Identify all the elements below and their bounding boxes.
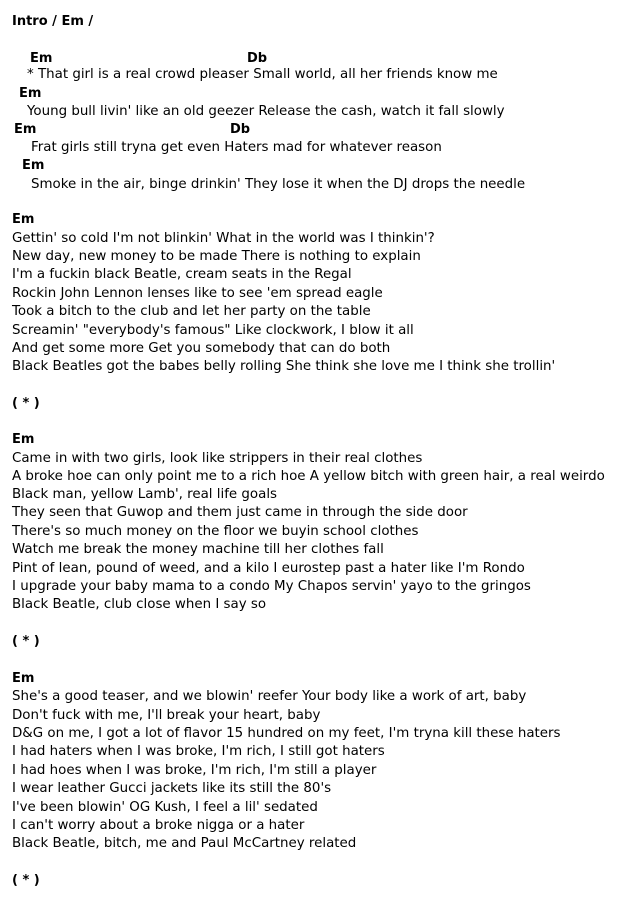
chorus-repeat-marker: ( * ) (12, 634, 40, 649)
lyric-line: Watch me break the money machine till her clothes fall (12, 542, 384, 557)
chord-label: Em (30, 51, 53, 66)
lyric-line: I had haters when I was broke, I'm rich, I still got haters (12, 744, 385, 759)
lyric-line: They seen that Guwop and them just came in through the side door (12, 505, 468, 520)
lyric-line: And get some more Get you somebody that can do both (12, 341, 391, 356)
lyric-line: Rockin John Lennon lenses like to see 'em spread eagle (12, 286, 383, 301)
chord-label: Em (22, 158, 45, 173)
lyric-line: Black Beatles got the babes belly rolling She think she love me I think she trollin' (12, 359, 556, 374)
lyric-line: Gettin' so cold I'm not blinkin' What in the world was I thinkin'? (12, 231, 435, 246)
lyric-line: Young bull livin' like an old geezer Release the cash, watch it fall slowly (27, 104, 505, 119)
lyric-line: D&G on me, I got a lot of flavor 15 hundred on my feet, I'm tryna kill these haters (12, 726, 561, 741)
lyric-line: She's a good teaser, and we blowin' reefer Your body like a work of art, baby (12, 689, 527, 704)
lyric-line: I'm a fuckin black Beatle, cream seats in the Regal (12, 267, 352, 282)
chord-label: Em (19, 86, 42, 101)
lyric-line: Black man, yellow Lamb', real life goals (12, 487, 278, 502)
lyric-line: Black Beatle, club close when I say so (12, 597, 267, 612)
lyric-line: New day, new money to be made There is nothing to explain (12, 249, 421, 264)
lyric-line: I wear leather Gucci jackets like its still the 80's (12, 781, 332, 796)
lyric-line: Pint of lean, pound of weed, and a kilo I eurostep past a hater like I'm Rondo (12, 561, 525, 576)
chord-label: Db (247, 51, 268, 66)
chord-label: Em (14, 122, 37, 137)
lyric-line: I've been blowin' OG Kush, I feel a lil' sedated (12, 800, 318, 815)
chord-label: Em (12, 671, 35, 686)
chorus-repeat-marker: ( * ) (12, 873, 40, 888)
chord-label: Db (230, 122, 251, 137)
lyric-line: I can't worry about a broke nigga or a hater (12, 818, 305, 833)
lyric-line: There's so much money on the floor we buyin school clothes (12, 524, 419, 539)
lyric-line: Screamin' "everybody's famous" Like clockwork, I blow it all (12, 323, 414, 338)
intro-line: Intro / Em / (12, 14, 94, 29)
lyric-line: Frat girls still tryna get even Haters mad for whatever reason (31, 140, 442, 155)
lyric-line: I upgrade your baby mama to a condo My Chapos servin' yayo to the gringos (12, 579, 531, 594)
lyric-line: I had hoes when I was broke, I'm rich, I'm still a player (12, 763, 377, 778)
lyric-line: Don't fuck with me, I'll break your heart, baby (12, 708, 321, 723)
lyric-line: Came in with two girls, look like strippers in their real clothes (12, 451, 423, 466)
chorus-repeat-marker: ( * ) (12, 396, 40, 411)
lyric-line: Took a bitch to the club and let her party on the table (12, 304, 371, 319)
chord-label: Em (12, 212, 35, 227)
chord-label: Em (12, 432, 35, 447)
lyric-line: * That girl is a real crowd pleaser Small world, all her friends know me (27, 67, 498, 82)
lyric-line: Smoke in the air, binge drinkin' They lose it when the DJ drops the needle (31, 177, 526, 192)
lyric-line: Black Beatle, bitch, me and Paul McCartney related (12, 836, 357, 851)
lyric-line: A broke hoe can only point me to a rich hoe A yellow bitch with green hair, a real weirdo (12, 469, 605, 484)
